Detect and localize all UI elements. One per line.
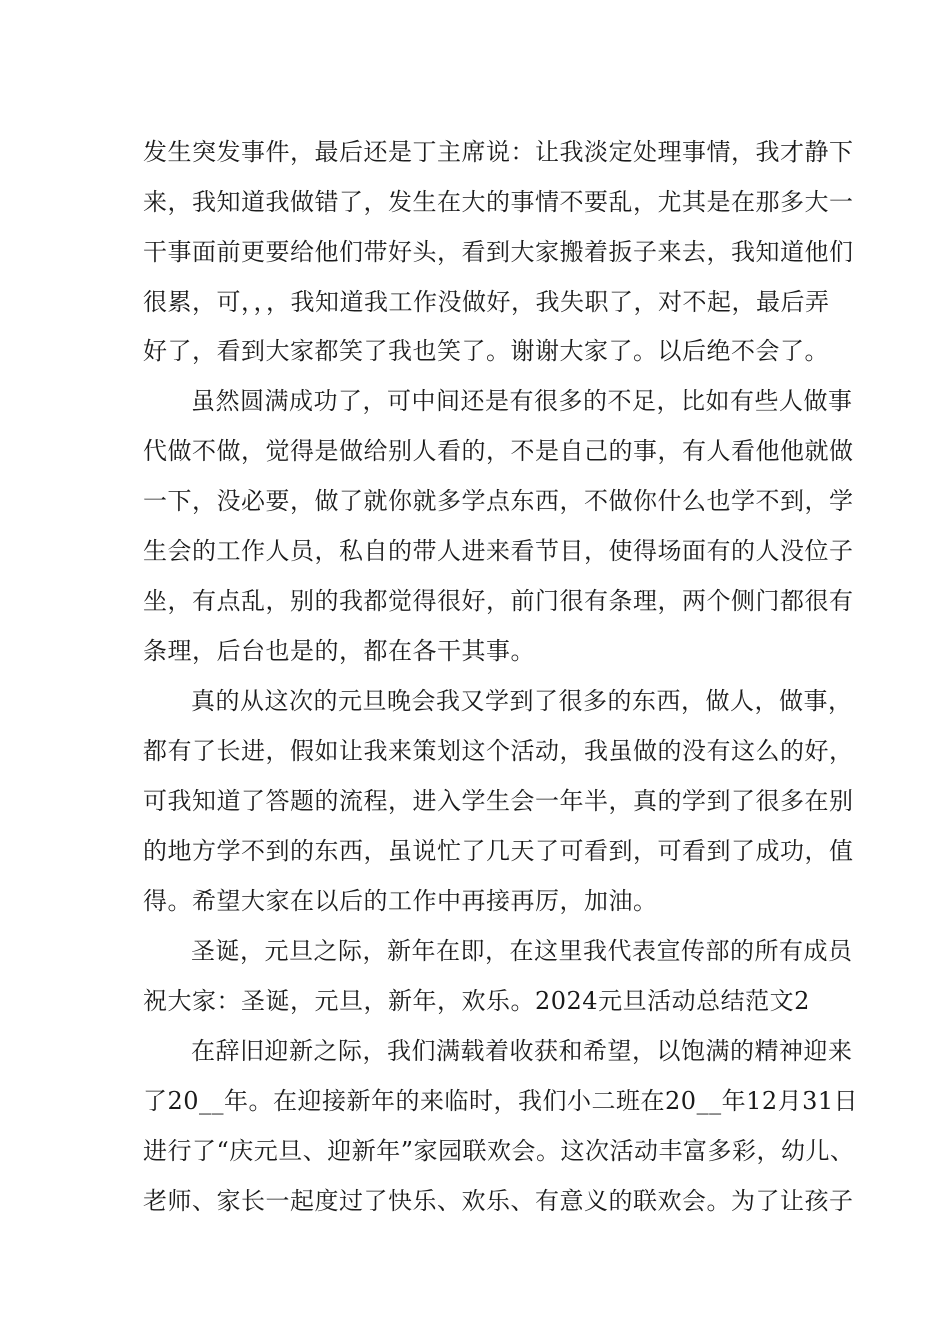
text-line: 干事面前更要给他们带好头，看到大家搬着扳子来去，我知道他们 xyxy=(143,238,854,266)
text-line: 都有了长进，假如让我来策划这个活动，我虽做的没有这么的好， xyxy=(143,737,854,765)
paragraph-start: 真的从这次的元旦晚会我又学到了很多的东西，做人，做事， xyxy=(191,687,853,715)
text-line: 很累，可，，，我知道我工作没做好，我失职了，对不起，最后弄 xyxy=(143,288,830,316)
text-line: 代做不做，觉得是做给别人看的，不是自己的事，有人看他他就做 xyxy=(143,437,854,465)
text-line: 得。希望大家在以后的工作中再接再厉，加油。 xyxy=(143,887,658,915)
text-line: 发生突发事件，最后还是丁主席说：让我淡定处理事情，我才静下 xyxy=(143,138,854,166)
text-line: 的地方学不到的东西，虽说忙了几天了可看到，可看到了成功，值 xyxy=(143,837,854,865)
text-line: 了20__年。在迎接新年的来临时，我们小二班在20__年12月31日 xyxy=(143,1087,859,1115)
text-line: 进行了“庆元旦、迎新年”家园联欢会。这次活动丰富多彩，幼儿、 xyxy=(143,1137,855,1165)
text-line: 祝大家：圣诞，元旦，新年，欢乐。2024元旦活动总结范文2 xyxy=(143,987,810,1015)
paragraph-start: 虽然圆满成功了，可中间还是有很多的不足，比如有些人做事 xyxy=(191,387,853,415)
text-line: 条理，后台也是的，都在各干其事。 xyxy=(143,637,535,665)
paragraph-start: 圣诞，元旦之际，新年在即，在这里我代表宣传部的所有成员 xyxy=(191,937,853,965)
text-line: 一下，没必要，做了就你就多学点东西，不做你什么也学不到，学 xyxy=(143,487,854,515)
text-line: 老师、家长一起度过了快乐、欢乐、有意义的联欢会。为了让孩子 xyxy=(143,1187,854,1215)
text-line: 来，我知道我做错了，发生在大的事情不要乱，尤其是在那多大一 xyxy=(143,188,854,216)
text-line: 可我知道了答题的流程，进入学生会一年半，真的学到了很多在别 xyxy=(143,787,854,815)
text-line: 生会的工作人员，私自的带人进来看节目，使得场面有的人没位子 xyxy=(143,537,854,565)
paragraph-start: 在辞旧迎新之际，我们满载着收获和希望，以饱满的精神迎来 xyxy=(191,1037,853,1065)
text-line: 好了，看到大家都笑了我也笑了。谢谢大家了。以后绝不会了。 xyxy=(143,337,829,365)
text-line: 坐，有点乱，别的我都觉得很好，前门很有条理，两个侧门都很有 xyxy=(143,587,854,615)
